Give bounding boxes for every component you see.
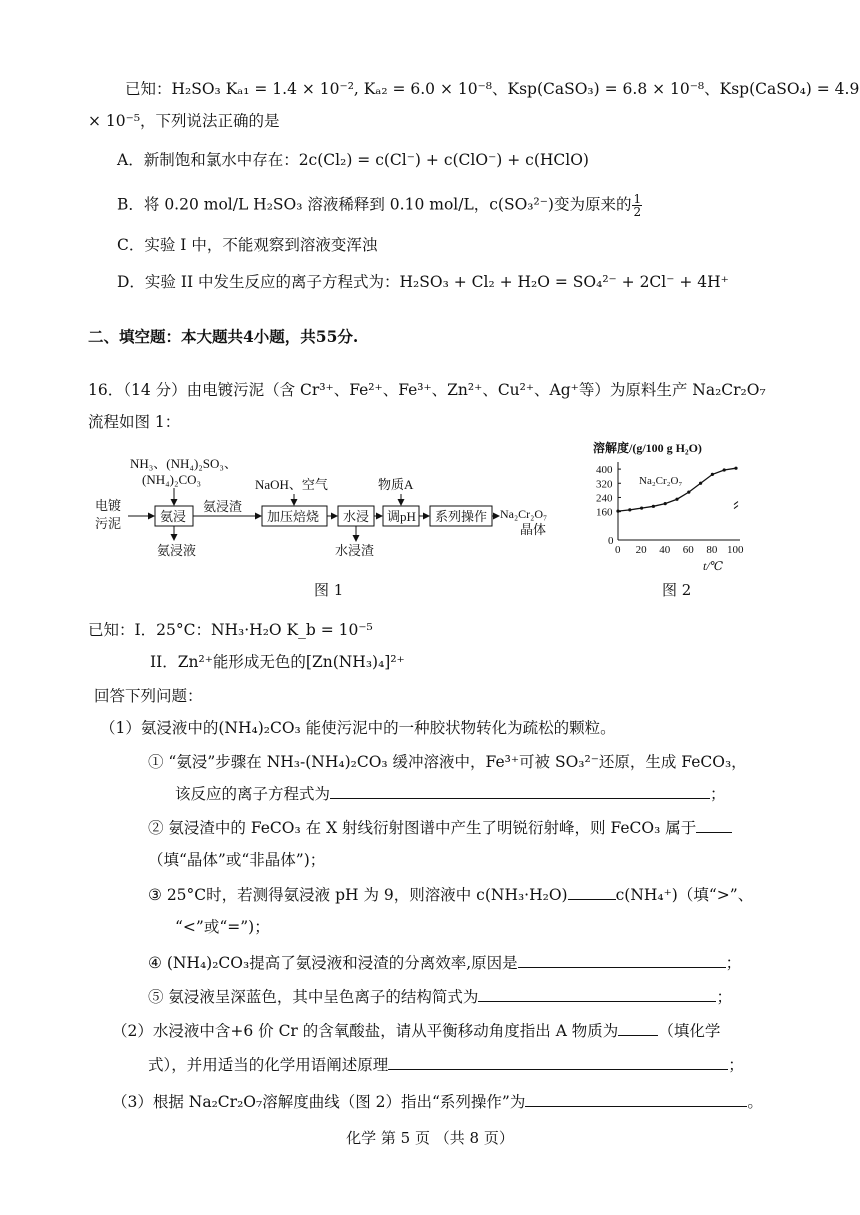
- sub1-item4-end: ；: [725, 954, 742, 972]
- chart-data-point: [640, 506, 643, 509]
- chart-x-tick-label: 100: [727, 544, 744, 556]
- figure1-caption: 图 1: [314, 581, 344, 599]
- answer-blank-5[interactable]: [478, 987, 716, 1002]
- answer-blank-1[interactable]: [330, 784, 710, 799]
- fraction-half: [632, 193, 642, 218]
- chart-xlabel: t/℃: [703, 559, 724, 573]
- answer-blank-8[interactable]: [525, 1092, 747, 1107]
- option-c: C．实验 I 中，不能观察到溶液变浑浊: [117, 236, 378, 254]
- sub1-item1b-text: 该反应的离子方程式为: [175, 785, 331, 803]
- sub1-item3a-pre: ③ 25°C时，若测得氨浸液 pH 为 9，则溶液中 c(NH₃·H₂O): [148, 886, 568, 904]
- sub2-line-a: [112, 1021, 720, 1041]
- sub1-item5-text: ⑤ 氨浸液呈深蓝色，其中呈色离子的结构简式为: [148, 988, 479, 1006]
- sub1-item5-end: ；: [716, 988, 732, 1006]
- chart-data-point: [616, 510, 619, 513]
- sub1-item4-text: ④ (NH₄)₂CO₃提高了氨浸液和浸渣的分离效率,原因是: [148, 954, 518, 972]
- sub2-b-end: ；: [728, 1056, 744, 1074]
- q16-line2: 流程如图 1：: [88, 413, 181, 431]
- chart-title: 溶解度/(g/100 g H₂O): [593, 441, 702, 455]
- chart-data-point: [664, 502, 667, 505]
- solubility-chart: [585, 440, 765, 575]
- chart-data-point: [652, 505, 655, 508]
- q16-line1: 16．（14 分）由电镀污泥（含 Cr³⁺、Fe²⁺、Fe³⁺、Zn²⁺、Cu²⁺、Ag⁺等）为原料生产 Na₂Cr₂O₇: [88, 381, 766, 399]
- flow-out-water-residue: 水浸渣: [335, 543, 375, 558]
- sub1-item1b: [175, 784, 726, 804]
- page-footer: 化学 第 5 页 （共 8 页）: [346, 1129, 514, 1147]
- option-d: D．实验 II 中发生反应的离子方程式为：H₂SO₃ + Cl₂ + H₂O = SO₄²⁻ + 2Cl⁻ + 4H⁺: [117, 273, 729, 291]
- chart-x-tick-label: 60: [682, 544, 694, 556]
- flow-box2-label: 加压焙烧: [267, 509, 320, 524]
- chart-data-point: [687, 491, 690, 494]
- sub1-item5: [148, 987, 732, 1007]
- flow-diagram: [80, 448, 580, 568]
- flow-box5-label: 系列操作: [435, 509, 488, 524]
- sub2-b-text: 式），并用适当的化学用语阐述原理: [148, 1056, 389, 1074]
- chart-data-point: [711, 473, 714, 476]
- sub1-item2a-text: ② 氨浸渣中的 FeCO₃ 在 X 射线衍射图谱中产生了明锐衍射峰，则 FeCO₃ 属于: [148, 819, 697, 837]
- chart-data-point: [628, 508, 631, 511]
- sub2-a-pre: （2）水浸液中含+6 价 Cr 的含氧酸盐，请从平衡移动角度指出 A 物质为: [112, 1022, 619, 1040]
- flow-product-2: 晶体: [520, 522, 547, 537]
- sub1-head: （1）氨浸液中的(NH₄)₂CO₃ 能使污泥中的一种胶状物转化为疏松的颗粒。: [100, 719, 616, 737]
- sub3-line: [112, 1092, 763, 1112]
- answer-blank-6[interactable]: [618, 1021, 658, 1036]
- sub1-item3b: “<”或“=”)；: [175, 918, 270, 936]
- chart-y-tick-label: 0: [608, 535, 614, 547]
- chart-y-tick-label: 400: [596, 464, 613, 477]
- chart-y-tick-label: 240: [596, 492, 613, 505]
- flow-box4-label: 调pH: [387, 509, 416, 524]
- sub1-item3a: [148, 885, 753, 905]
- option-b-text: B．将 0.20 mol/L H₂SO₃ 溶液稀释到 0.10 mol/L，c(SO₃²⁻)变为原来的: [117, 195, 632, 214]
- sub1-item3a-post: c(NH₄⁺)（填“>”、: [615, 886, 754, 904]
- flow-box1-label: 氨浸: [160, 509, 187, 524]
- sub1-item1b-end: ；: [710, 785, 726, 803]
- option-a: A．新制饱和氯水中存在：2c(Cl₂) = c(Cl⁻) + c(ClO⁻) + c(HClO): [117, 151, 589, 169]
- flow-arrow-label-residue: 氨浸渣: [203, 499, 243, 514]
- flow-reagent-a: 物质A: [378, 477, 414, 492]
- flow-reagent-naoh: NaOH、空气: [255, 477, 328, 492]
- flow-reagents-2: (NH₄)₂CO₃: [142, 472, 202, 487]
- sub1-item2a: [148, 818, 732, 838]
- section2-title: 二、填空题：本大题共4小题，共55分.: [88, 327, 359, 346]
- known-intro-line1: 已知：H₂SO₃ Kₐ₁ = 1.4 × 10⁻², Kₐ₂ = 6.0 × 10⁻⁸、Ksp(CaSO₃) = 6.8 × 10⁻⁸、Ksp(CaSO₄) = 4.9: [125, 80, 860, 98]
- chart-y-tick-label: 160: [596, 506, 613, 519]
- chart-x-tick-label: 20: [635, 544, 647, 556]
- sub3-text: （3）根据 Na₂Cr₂O₇溶解度曲线（图 2）指出“系列操作”为: [112, 1093, 526, 1111]
- sub2-line-b: [148, 1055, 744, 1075]
- chart-data-point: [723, 468, 726, 471]
- flow-out-ammonia-liquid: 氨浸液: [157, 543, 197, 558]
- fraction-numerator: 1: [633, 192, 642, 206]
- answer-blank-7[interactable]: [388, 1055, 728, 1070]
- answer-blank-4[interactable]: [518, 953, 726, 968]
- answer-blank-2[interactable]: [696, 818, 732, 833]
- chart-x-tick-label: 40: [659, 544, 671, 556]
- chart-data-point: [699, 482, 702, 485]
- flow-product-1: Na₂Cr₂O₇: [500, 507, 548, 521]
- chart-x-tick-label: 80: [706, 544, 718, 556]
- flow-source-1: 电镀: [95, 498, 122, 513]
- chart-series-label: Na₂Cr₂O₇: [639, 475, 683, 487]
- known-intro-line2: × 10⁻⁵，下列说法正确的是: [88, 112, 280, 130]
- option-b: [117, 193, 642, 218]
- flow-box3-label: 水浸: [343, 509, 370, 524]
- answer-intro: 回答下列问题：: [94, 687, 203, 705]
- fraction-denominator: 2: [633, 205, 642, 219]
- chart-x-tick-label: 0: [615, 544, 621, 556]
- sub3-end: 。: [747, 1093, 763, 1111]
- figure2-caption: 图 2: [662, 581, 692, 599]
- chart-axis-break: [734, 502, 738, 509]
- sub2-a-post: （填化学: [658, 1022, 721, 1040]
- sub1-item1a: ① “氨浸”步骤在 NH₃-(NH₄)₂CO₃ 缓冲溶液中，Fe³⁺可被 SO₃²⁻还原，生成 FeCO₃，: [148, 753, 747, 771]
- sub1-item4: [148, 953, 741, 973]
- flow-reagents-1: NH₃、(NH₄)₂SO₃、: [130, 456, 237, 471]
- chart-data-point: [675, 498, 678, 501]
- chart-y-tick-label: 320: [596, 478, 613, 491]
- chart-data-point: [734, 467, 737, 470]
- sub1-item2b: （填“晶体”或“非晶体”)；: [148, 851, 326, 869]
- known2-line2: II．Zn²⁺能形成无色的[Zn(NH₃)₄]²⁺: [150, 653, 405, 671]
- flow-source-2: 污泥: [95, 516, 122, 531]
- known2-line1: 已知：I．25°C：NH₃·H₂O K_b = 10⁻⁵: [88, 621, 373, 639]
- answer-blank-3[interactable]: [568, 885, 616, 900]
